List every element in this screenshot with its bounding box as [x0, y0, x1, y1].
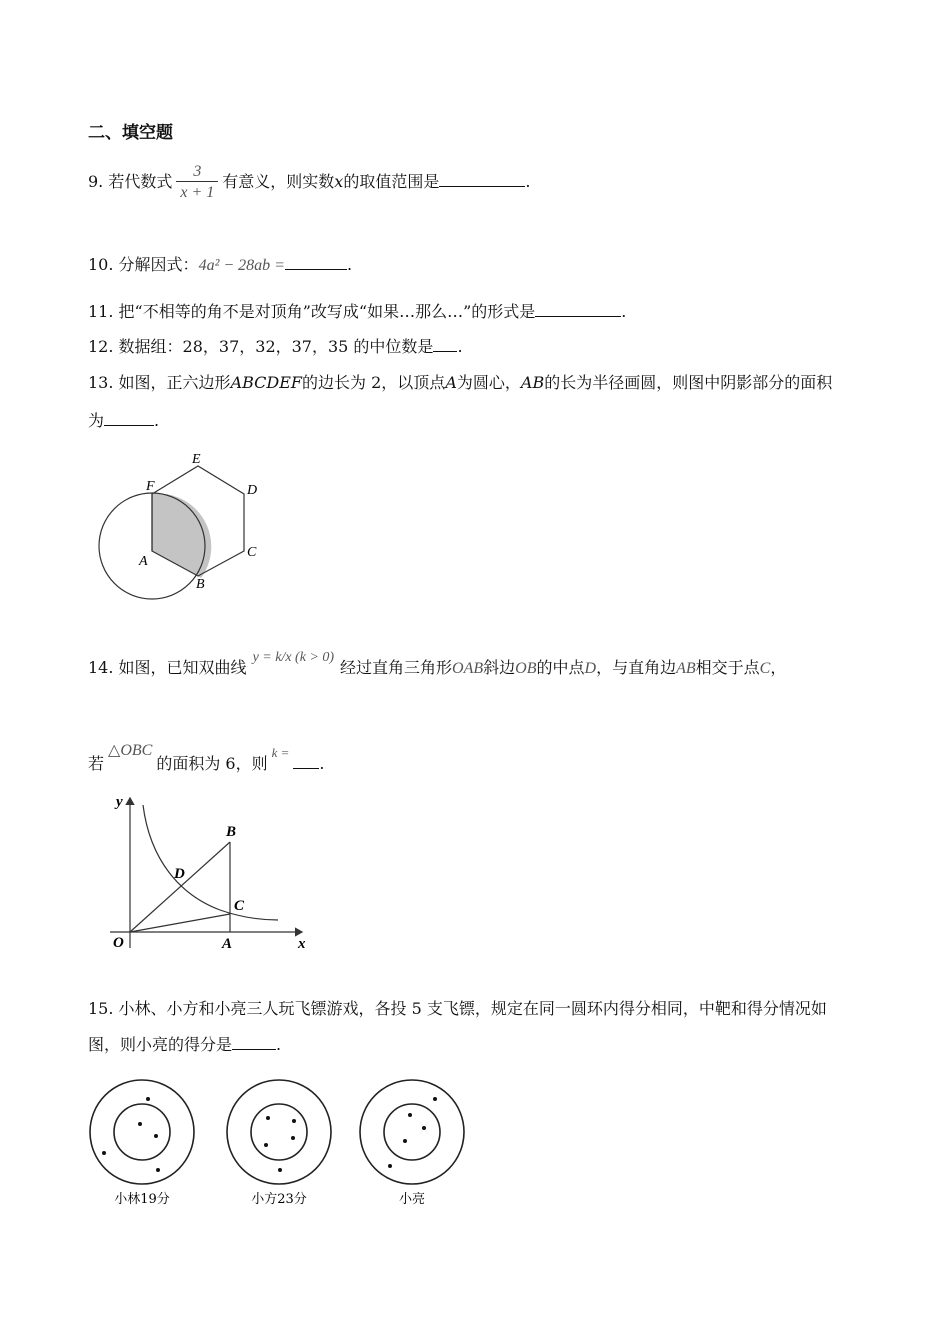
caption-xiaoliang: 小亮 — [398, 1192, 426, 1207]
question-text: 经过直角三角形 — [340, 658, 453, 677]
segment-oc — [130, 914, 230, 932]
question-text: 的中点 — [536, 658, 585, 677]
k-equals: k = — [271, 745, 290, 760]
figure-13-hexagon-circle — [90, 445, 280, 610]
label-y: y — [116, 794, 123, 810]
figure-15-dartboards — [85, 1075, 475, 1215]
question-text: 图，则小亮的得分是 — [88, 1035, 233, 1054]
dartboard-xiaolin — [90, 1080, 194, 1184]
dart-hit — [102, 1151, 106, 1155]
question-number: 15. — [88, 999, 114, 1018]
hyperbola-function: y = k/x (k > 0) — [252, 650, 335, 665]
question-10 — [88, 252, 352, 275]
question-13-line-2 — [88, 408, 159, 431]
question-15 — [88, 996, 827, 1019]
variable: ABCDEF — [230, 373, 303, 392]
label-c: C — [234, 898, 245, 914]
question-number: 13. — [88, 373, 114, 392]
question-12 — [88, 334, 463, 357]
question-text: 有意义，则实数 — [222, 172, 335, 191]
variable: OAB — [452, 660, 484, 677]
dart-hit — [408, 1113, 412, 1117]
dart-hit — [422, 1126, 426, 1130]
variable: AB — [676, 660, 696, 677]
answer-blank[interactable] — [439, 172, 525, 187]
label-e: E — [192, 452, 201, 467]
period: . — [276, 1035, 282, 1054]
question-15-line-2 — [88, 1032, 281, 1055]
period: . — [457, 337, 463, 356]
question-number: 9. — [88, 172, 104, 191]
answer-blank[interactable] — [104, 411, 154, 426]
caption-xiaolin: 小林19分 — [114, 1192, 170, 1207]
label-d: D — [174, 866, 185, 882]
question-text: 如图，正六边形 — [118, 373, 231, 392]
question-text: 如图，已知双曲线 — [118, 658, 247, 677]
question-text: 的长为半径画圆，则图中阴影部分的面积 — [544, 373, 833, 392]
question-13 — [88, 370, 832, 393]
section-title: 二、填空题 — [88, 123, 173, 143]
dart-hit — [154, 1134, 158, 1138]
dart-hit — [266, 1116, 270, 1120]
answer-blank[interactable] — [433, 337, 457, 352]
question-text: 相交于点 — [695, 658, 760, 677]
question-text: 的取值范围是 — [343, 172, 440, 191]
variable: x — [334, 172, 344, 191]
label-b: B — [226, 824, 237, 840]
question-number: 14. — [88, 658, 114, 677]
triangle-obc: △OBC — [108, 742, 153, 759]
caption-xiaofang: 小方23分 — [251, 1192, 307, 1207]
fraction — [176, 163, 218, 202]
label-o: O — [113, 935, 124, 951]
variable: AB — [520, 373, 545, 392]
dart-hit — [292, 1119, 296, 1123]
question-text: 为 — [88, 411, 105, 430]
question-number: 10. — [88, 255, 114, 274]
shaded-region — [152, 494, 211, 578]
question-14 — [88, 650, 786, 678]
question-text: 分解因式： — [118, 255, 199, 274]
dart-hit — [403, 1139, 407, 1143]
segment-ob — [130, 842, 230, 932]
label-a: A — [139, 554, 148, 569]
label-a: A — [222, 936, 233, 952]
variable: C — [759, 660, 771, 677]
question-number: 12. — [88, 337, 114, 356]
question-text: 数据组：28，37，32，37，35 的中位数是 — [118, 337, 434, 356]
label-x: x — [298, 936, 306, 952]
question-text: ，与直角边 — [596, 658, 677, 677]
question-14-line-2 — [88, 740, 325, 774]
dartboard-xiaoliang — [360, 1080, 464, 1184]
question-text: 的面积为 6，则 — [156, 754, 268, 773]
question-11 — [88, 299, 626, 322]
question-text: 的边长为 2，以顶点 — [302, 373, 446, 392]
answer-blank[interactable] — [535, 302, 621, 317]
question-9 — [88, 163, 530, 202]
period: . — [346, 255, 353, 274]
label-b: B — [196, 577, 205, 592]
figure-14-hyperbola — [105, 788, 315, 958]
question-text: 为圆心， — [456, 373, 521, 392]
math-expression: 4a² − 28ab = — [198, 257, 285, 274]
variable: A — [445, 373, 457, 392]
label-f: F — [146, 479, 155, 494]
label-d: D — [247, 483, 258, 498]
question-number: 11. — [88, 302, 114, 321]
question-text: 若 — [88, 754, 105, 773]
dart-hit — [291, 1136, 295, 1140]
dart-hit — [156, 1168, 160, 1172]
fraction-denominator: x + 1 — [176, 181, 218, 202]
period: . — [319, 754, 325, 773]
dart-hit — [146, 1097, 150, 1101]
label-c: C — [247, 545, 257, 560]
dart-hit — [433, 1097, 437, 1101]
variable: OB — [515, 660, 537, 677]
question-text: 小林、小方和小亮三人玩飞镖游戏，各投 5 支飞镖，规定在同一圆环内得分相同，中靶和得分情况如 — [118, 999, 827, 1018]
period: . — [525, 172, 531, 191]
answer-blank[interactable] — [285, 255, 347, 270]
question-text: ， — [770, 658, 787, 677]
variable: D — [584, 660, 597, 677]
dart-hit — [138, 1122, 142, 1126]
dart-hit — [264, 1143, 268, 1147]
period: . — [621, 302, 627, 321]
question-text: 斜边 — [483, 658, 516, 677]
dartboard-xiaofang — [227, 1080, 331, 1184]
question-text: 把“不相等的角不是对顶角”改写成“如果…那么…”的形式是 — [118, 302, 536, 321]
answer-blank[interactable] — [232, 1035, 276, 1050]
period: . — [154, 411, 160, 430]
fraction-numerator: 3 — [193, 163, 202, 180]
dart-hit — [388, 1164, 392, 1168]
question-text: 若代数式 — [108, 172, 173, 191]
dart-hit — [278, 1168, 282, 1172]
answer-blank[interactable] — [293, 754, 319, 769]
